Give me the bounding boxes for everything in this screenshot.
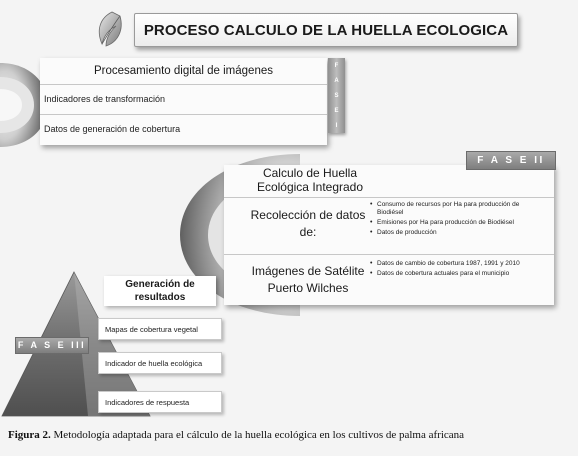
phase3-item-response-indicators: Indicadores de respuesta	[98, 391, 222, 413]
list-item: • Datos de cobertura actuales para el municipio	[370, 270, 545, 278]
list-item: • Emisiones por Ha para producción de Biodiésel	[370, 219, 545, 227]
phase2-section-label-data: Recolección de datos de:	[250, 208, 366, 239]
phase2-badge: F A S E II	[466, 151, 556, 170]
leaf-logo-icon	[90, 8, 130, 50]
phase1-row-transformation: Indicadores de transformación	[44, 94, 166, 104]
phase1-badge-letter: S	[334, 92, 339, 99]
phase2-divider	[224, 197, 554, 198]
page-title: PROCESO CALCULO DE LA HUELLA ECOLOGICA	[134, 13, 518, 47]
phase3-badge: F A S E III	[15, 337, 89, 354]
figure-caption	[8, 429, 574, 441]
phase1-row-coverage: Datos de generación de cobertura	[44, 124, 181, 134]
phase1-divider	[40, 114, 327, 115]
list-item: • Datos de cambio de cobertura 1987, 1991 y 2010	[370, 260, 545, 268]
phase3-item-vegetation-maps: Mapas de cobertura vegetal	[98, 318, 222, 340]
phase3-heading: Generación de resultados	[104, 276, 216, 306]
phase2-divider	[224, 254, 554, 255]
phase1-badge-letter: A	[334, 77, 339, 84]
phase1-divider	[40, 84, 327, 85]
phase1-title: Procesamiento digital de imágenes	[94, 65, 273, 77]
phase1-badge-letter: E	[334, 107, 339, 114]
caption-text: Metodología adaptada para el cálculo de la huella ecológica en los cultivos de palma africana	[50, 429, 465, 441]
phase1-badge-letter: F	[334, 62, 339, 69]
caption-label: Figura 2.	[8, 429, 51, 441]
phase1-vertical-badge	[328, 58, 345, 133]
phase2-bullets-data	[370, 201, 545, 239]
list-item: • Consumo de recursos por Ha para producción de Biodiésel	[370, 201, 545, 217]
phase3-item-footprint-indicator: Indicador de huella ecológica	[98, 352, 222, 374]
phase2-section-label-satellite: Imágenes de Satélite Puerto Wilches	[251, 264, 365, 295]
list-item: • Datos de producción	[370, 229, 545, 237]
phase1-badge-letter: I	[335, 122, 338, 129]
phase2-heading: Calculo de Huella Ecológica Integrado	[256, 166, 364, 194]
phase2-bullets-satellite	[370, 260, 545, 280]
